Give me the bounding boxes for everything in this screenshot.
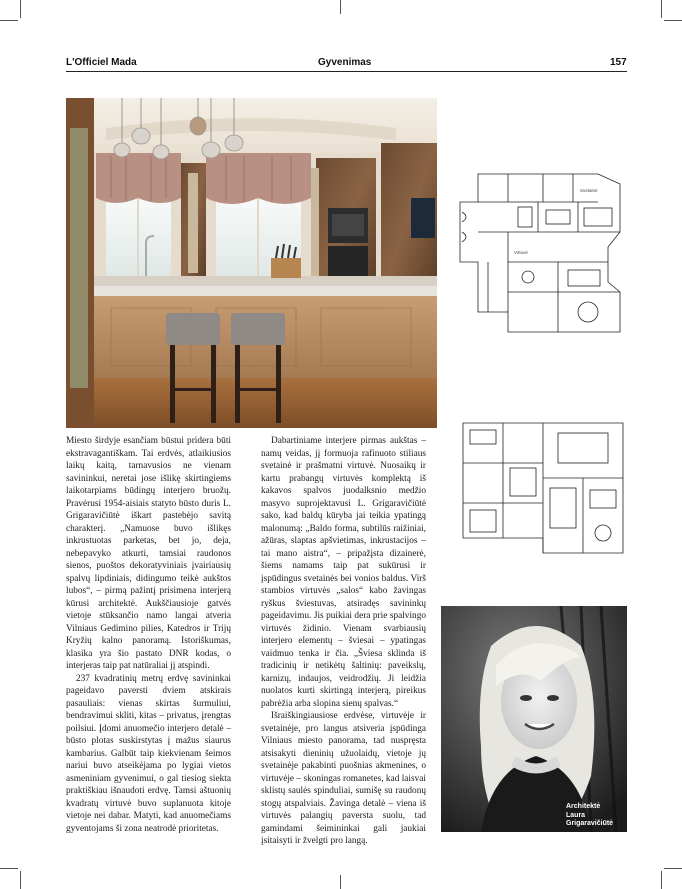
floor-plan-lower [448, 408, 628, 568]
crop-mark [664, 868, 682, 869]
caption-line: Laura [566, 811, 586, 819]
crop-mark [661, 871, 662, 889]
paragraph: Miesto širdyje esančiam būstui pridera būti ekstravagantiškam. Tai erdvės, atlaikiusios laikų kaitą, tarnavusios ne vienam savininkui, neretai jose išlikę skirtingiems laikotarpiams būdingų interjero bruožų. Pravėrusi 1954-aisiais statyto būsto duris L. Grigaravičiūtė iškart pastebėjo savitą charakterį. „Namuose buvo išlikęs inkrustuotas parketas, bet jo, deja, nebepavyko atkurti, tamsiai raudonos sienos, puoštos dekoratyviniais įvairiausių spalvų lipdiniais, didingumo teikė aukštos lubos“, – pirmą pažintį prisimena interjerą kūrusi architektė. Aukščiausioje gatvės vietoje stūksančio namo langai atveria Vilniaus Gedimino pilies, Katedros ir Trijų Kryžių kalno panoramą. Istoriškumas, klasika yra šio pastato DNR kodas, o interjeras taip pat natūraliai jį atspindi. [66, 436, 231, 671]
paragraph: 237 kvadratinių metrų erdvę savininkai pageidavo paversti dviem atskirais pasauliais: vienas skirtas šurmuliui, bendravimui skliti, kitas – privatus, įrengtas poilsiui. Įdomi anuomečio interjero detalė – būsto plotas suskirstytas į mažus siaurus kambarius. Galbūt taip kiekvienam šeimos nariui buvo atseikėjama po lygiai vietos asmeniniam gyvenimui, o gal tiesiog siekta praktiškiau išnaudoti erdvę. Tamsi aštuonių kvadratų virtuvė buvo suplanuota kitoje vietoje nei dabar. Matyti, kad anuomečiams gyventojams ši zona neatrodė prioritetas. [66, 673, 231, 834]
crop-mark [20, 0, 21, 18]
text-column-1 [66, 435, 231, 835]
plan-label: Svetainė [580, 188, 598, 193]
caption-line: Grigaravičiūtė [566, 820, 614, 827]
crop-mark [664, 20, 682, 21]
crop-mark [340, 875, 341, 889]
kitchen-illustration [66, 98, 437, 428]
portrait-caption [566, 803, 626, 829]
architect-portrait [441, 606, 627, 832]
caption-line: Architektė [566, 803, 601, 810]
text-column-2 [261, 435, 426, 848]
paragraph: Išraiškingiausiose erdvėse, virtuvėje ir svetainėje, pro langus atsiveria įspūdinga Vilniaus miesto panorama, tad nuspręsta atsisakyti dieninių užuolaidų, vietoje jų svetainėje pakabinti puošnias akmenines, o virtuvėje – skoningas romanetes, kad laisvai sklistų saulės spinduliai, sumišę su raudonų stogų atspalviais. Žavinga detalė – viena iš virtuvės palangių paversta suolu, tad gamindami šeimininkai gali jaukiai įsitaisyti ir žvelgti pro langą. [261, 711, 426, 846]
section-title: Gyvenimas [318, 57, 372, 68]
magazine-name: L'Officiel Mada [66, 57, 137, 68]
plan-label: Virtuvė [514, 250, 528, 255]
portrait-illustration [441, 606, 627, 832]
floor-plan-upper [448, 162, 628, 342]
header-rule [66, 71, 627, 72]
crop-mark [340, 0, 341, 14]
crop-mark [661, 0, 662, 18]
crop-mark [20, 871, 21, 889]
paragraph: Dabartiniame interjere pirmas aukštas – namų veidas, jį formuoja rafinuoto stiliaus svetainė ir prašmatni virtuvė. Nuosaikų ir kartu prabangų virtuvės komplektą iš kakavos spalvos juodalksnio medžio masyvo suprojektavusi L. Grigaravičiūtė sako, kad baldų kūryba jai teikia ypatingą malonumą: „Baldo forma, subtilūs raižiniai, ažūras, slaptas apšvietimas, inkrustacijos – tai mano aistra“, – pripažįsta dizainerė, šiems namams taip pat sukūrusi ir įspūdingus svetainės bei vonios baldus. Virš stambios virtuvės „salos“ kabo žavingas ryškus šviestuvas, atsiradęs savininkų pageidavimu. Jis puikiai dera prie spalvingo virtuvės židinio. Vienam svarbiausių interjero elementų – šviesai – ypatingas vaidmuo tenka ir čia. „Šviesa sklinda iš tradicinių ir netikėtų šaltinių: paveikslų, karnizų, indaujos, veidrodžių. Ji leidžia nuolatos kurti skirtingą interjerą, pireikus pabrėžia arba slopina sienų spalvas.“ [261, 436, 426, 709]
page-number: 157 [610, 57, 627, 68]
crop-mark [0, 20, 18, 21]
crop-mark [0, 868, 18, 869]
kitchen-photo [66, 98, 437, 428]
